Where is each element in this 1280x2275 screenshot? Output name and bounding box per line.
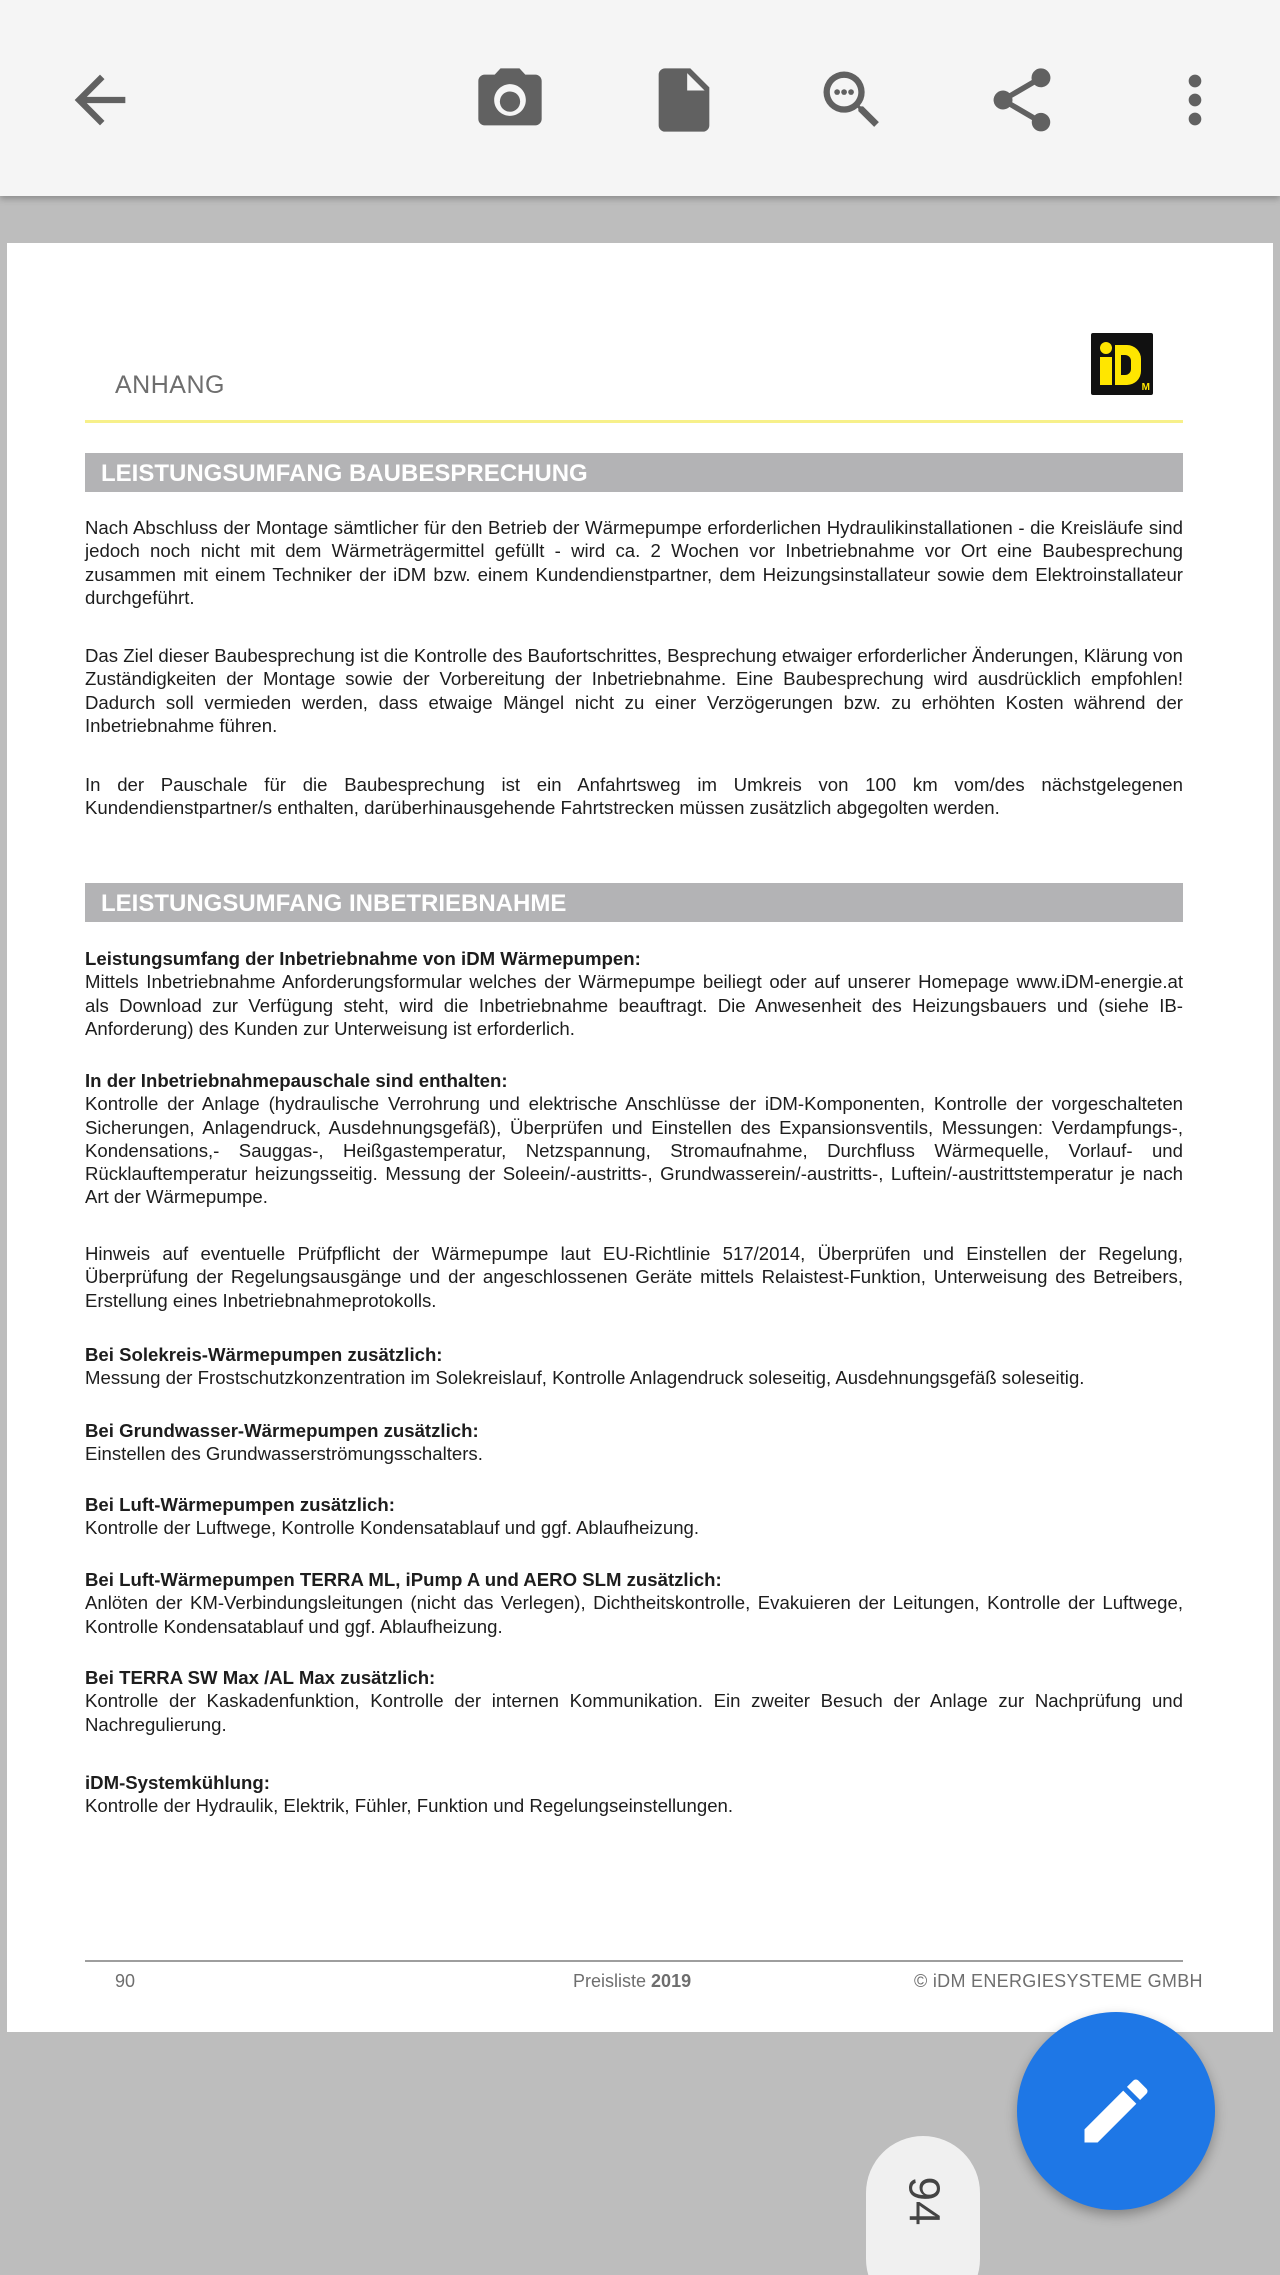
block-terra-sw [85, 1666, 1183, 1736]
block-luft-terra [85, 1568, 1183, 1638]
idm-logo: M [1091, 333, 1153, 395]
block-hinweis [85, 1242, 1183, 1312]
section-heading-inbetriebnahme: LEISTUNGSUMFANG INBETRIEBNAHME [85, 883, 1183, 922]
block-text: Kontrolle der Anlage (hydraulische Verrohrung und elektrische Anschlüsse der iDM-Komponenten, Kontrolle der vorgeschalteten Sicherungen, Anlagendruck, Ausdehnungsgefäß), Überprüfen und Einstellen des Expansionsventils, Messungen: Verdampfungs-, Kondensations,- Sauggas-, Heißgastemperatur, Netzspannung, Stromaufnahme, Durchfluss Wärmequelle, Vorlauf- und Rücklauftemperatur heizungsseitig. Messung der Soleein/-austritts-, Grundwasserein/-austritts-, Luftein/-austrittstemperatur je nach Art der Wärmepumpe. [85, 1093, 1183, 1208]
block-text: Kontrolle der Hydraulik, Elektrik, Fühler, Funktion und Regelungseinstellungen. [85, 1795, 734, 1817]
edit-fab-button[interactable] [1017, 2012, 1215, 2210]
block-text: Kontrolle der Kaskadenfunktion, Kontrolle der internen Kommunikation. Ein zweiter Besuch der Anlage zur Nachprüfung und Nachregulierung. [85, 1690, 1183, 1735]
paragraph-baubesprechung-1: Nach Abschluss der Montage sämtlicher für den Betrieb der Wärmepumpe erforderlichen Hydraulikinstallationen - die Kreisläufe sind jedoch noch nicht mit dem Wärmeträgermittel gefüllt - wird ca. 2 Wochen vor Inbetriebnahme vor Ort eine Baubesprechung zusammen mit einem Techniker der iDM bzw. einem Kundendienstpartner, dem Heizungsinstallateur sowie dem Elektroinstallateur durchgeführt. [85, 517, 1183, 608]
footer-pricelist-label: Preisliste [573, 1971, 647, 1991]
edit-pencil-icon [1074, 2069, 1158, 2153]
block-systemkuehlung [85, 1771, 1183, 1818]
block-text: Kontrolle der Luftwege, Kontrolle Kondensatablauf und ggf. Ablaufheizung. [85, 1517, 700, 1539]
block-heading: iDM-Systemkühlung: [85, 1772, 270, 1793]
more-vert-icon [1157, 62, 1233, 138]
paragraph-baubesprechung-3: In der Pauschale für die Baubesprechung ist ein Anfahrtsweg im Umkreis von 100 km vom/des nächstgelegenen Kundendienstpartner/s enthalten, darüberhinausgehende Fahrtstrecken müssen zusätzlich abgegolten werden. [85, 774, 1183, 819]
block-heading: Bei Luft-Wärmepumpen TERRA ML, iPump A und AERO SLM zusätzlich: [85, 1569, 722, 1590]
camera-button[interactable] [458, 48, 562, 152]
share-button[interactable] [970, 48, 1074, 152]
search-in-document-button[interactable] [800, 48, 904, 152]
document-button[interactable] [632, 48, 736, 152]
section-heading-baubesprechung: LEISTUNGSUMFANG BAUBESPRECHUNG [85, 453, 1183, 492]
block-solekreis [85, 1343, 1183, 1390]
search-icon [814, 62, 890, 138]
back-button[interactable] [48, 48, 152, 152]
block-text: Messung der Frostschutzkonzentration im Solekreislauf, Kontrolle Anlagendruck soleseitig, Ausdehnungsgefäß soleseitig. [85, 1367, 1085, 1389]
block-heading: Bei Luft-Wärmepumpen zusätzlich: [85, 1494, 395, 1515]
block-luft [85, 1493, 1183, 1540]
current-page-number: 94 [898, 2176, 948, 2226]
back-arrow-icon [62, 62, 138, 138]
share-icon [984, 62, 1060, 138]
block-heading: Leistungsumfang der Inbetriebnahme von iDM Wärmepumpen: [85, 948, 641, 969]
document-header-title: ANHANG [115, 371, 225, 399]
header-divider [85, 420, 1183, 423]
camera-icon [472, 62, 548, 138]
footer-divider [85, 1960, 1183, 1962]
block-heading: Bei TERRA SW Max /AL Max zusätzlich: [85, 1667, 436, 1688]
block-text: Mittels Inbetriebnahme Anforderungsformular welches der Wärmepumpe beiliegt oder auf unserer Homepage www.iDM-energie.at als Download zur Verfügung steht, wird die Inbetriebnahme beauftragt. Die Anwesenheit des Heizungsbauers und (siehe IB-Anforderung) des Kunden zur Unterweisung ist erforderlich. [85, 971, 1183, 1039]
footer-copyright: © iDM ENERGIESYSTEME GMBH [914, 1971, 1203, 1991]
footer-pricelist-year: 2019 [651, 1971, 692, 1991]
document-icon [646, 62, 722, 138]
block-text: Einstellen des Grundwasserströmungsschalters. [85, 1443, 483, 1465]
block-heading: In der Inbetriebnahmepauschale sind enthalten: [85, 1070, 508, 1091]
footer-pricelist [573, 1971, 691, 1992]
top-app-bar [0, 0, 1280, 196]
document-page[interactable] [7, 243, 1273, 2032]
block-grundwasser [85, 1419, 1183, 1466]
block-leistungsumfang [85, 947, 1183, 1040]
block-pauschale [85, 1069, 1183, 1209]
block-heading: Bei Grundwasser-Wärmepumpen zusätzlich: [85, 1420, 479, 1441]
block-text: Anlöten der KM-Verbindungsleitungen (nicht das Verlegen), Dichtheitskontrolle, Evakuieren der Leitungen, Kontrolle der Luftwege, Kontrolle Kondensatablauf und ggf. Ablaufheizung. [85, 1592, 1183, 1637]
block-text: Hinweis auf eventuelle Prüfpflicht der Wärmepumpe laut EU-Richtlinie 517/2014, Überprüfen und Einstellen der Regelung, Überprüfung der Regelungsausgänge und der angeschlossenen Geräte mittels Relaistest-Funktion, Unterweisung des Betreibers, Erstellung eines Inbetriebnahmeprotokolls. [85, 1243, 1183, 1311]
block-heading: Bei Solekreis-Wärmepumpen zusätzlich: [85, 1344, 443, 1365]
more-options-button[interactable] [1143, 48, 1247, 152]
page-indicator[interactable] [866, 2136, 980, 2275]
paragraph-baubesprechung-2: Das Ziel dieser Baubesprechung ist die Kontrolle des Baufortschrittes, Besprechung etwaiger erforderlicher Änderungen, Klärung von Zuständigkeiten der Montage sowie der Vorbereitung der Inbetriebnahme. Eine Baubesprechung wird ausdrücklich empfohlen! Dadurch soll vermieden werden, dass etwaige Mängel nicht zu einer Verzögerungen bzw. zu erhöhten Kosten während der Inbetriebnahme führen. [85, 645, 1183, 736]
footer-page-number: 90 [115, 1971, 136, 1991]
